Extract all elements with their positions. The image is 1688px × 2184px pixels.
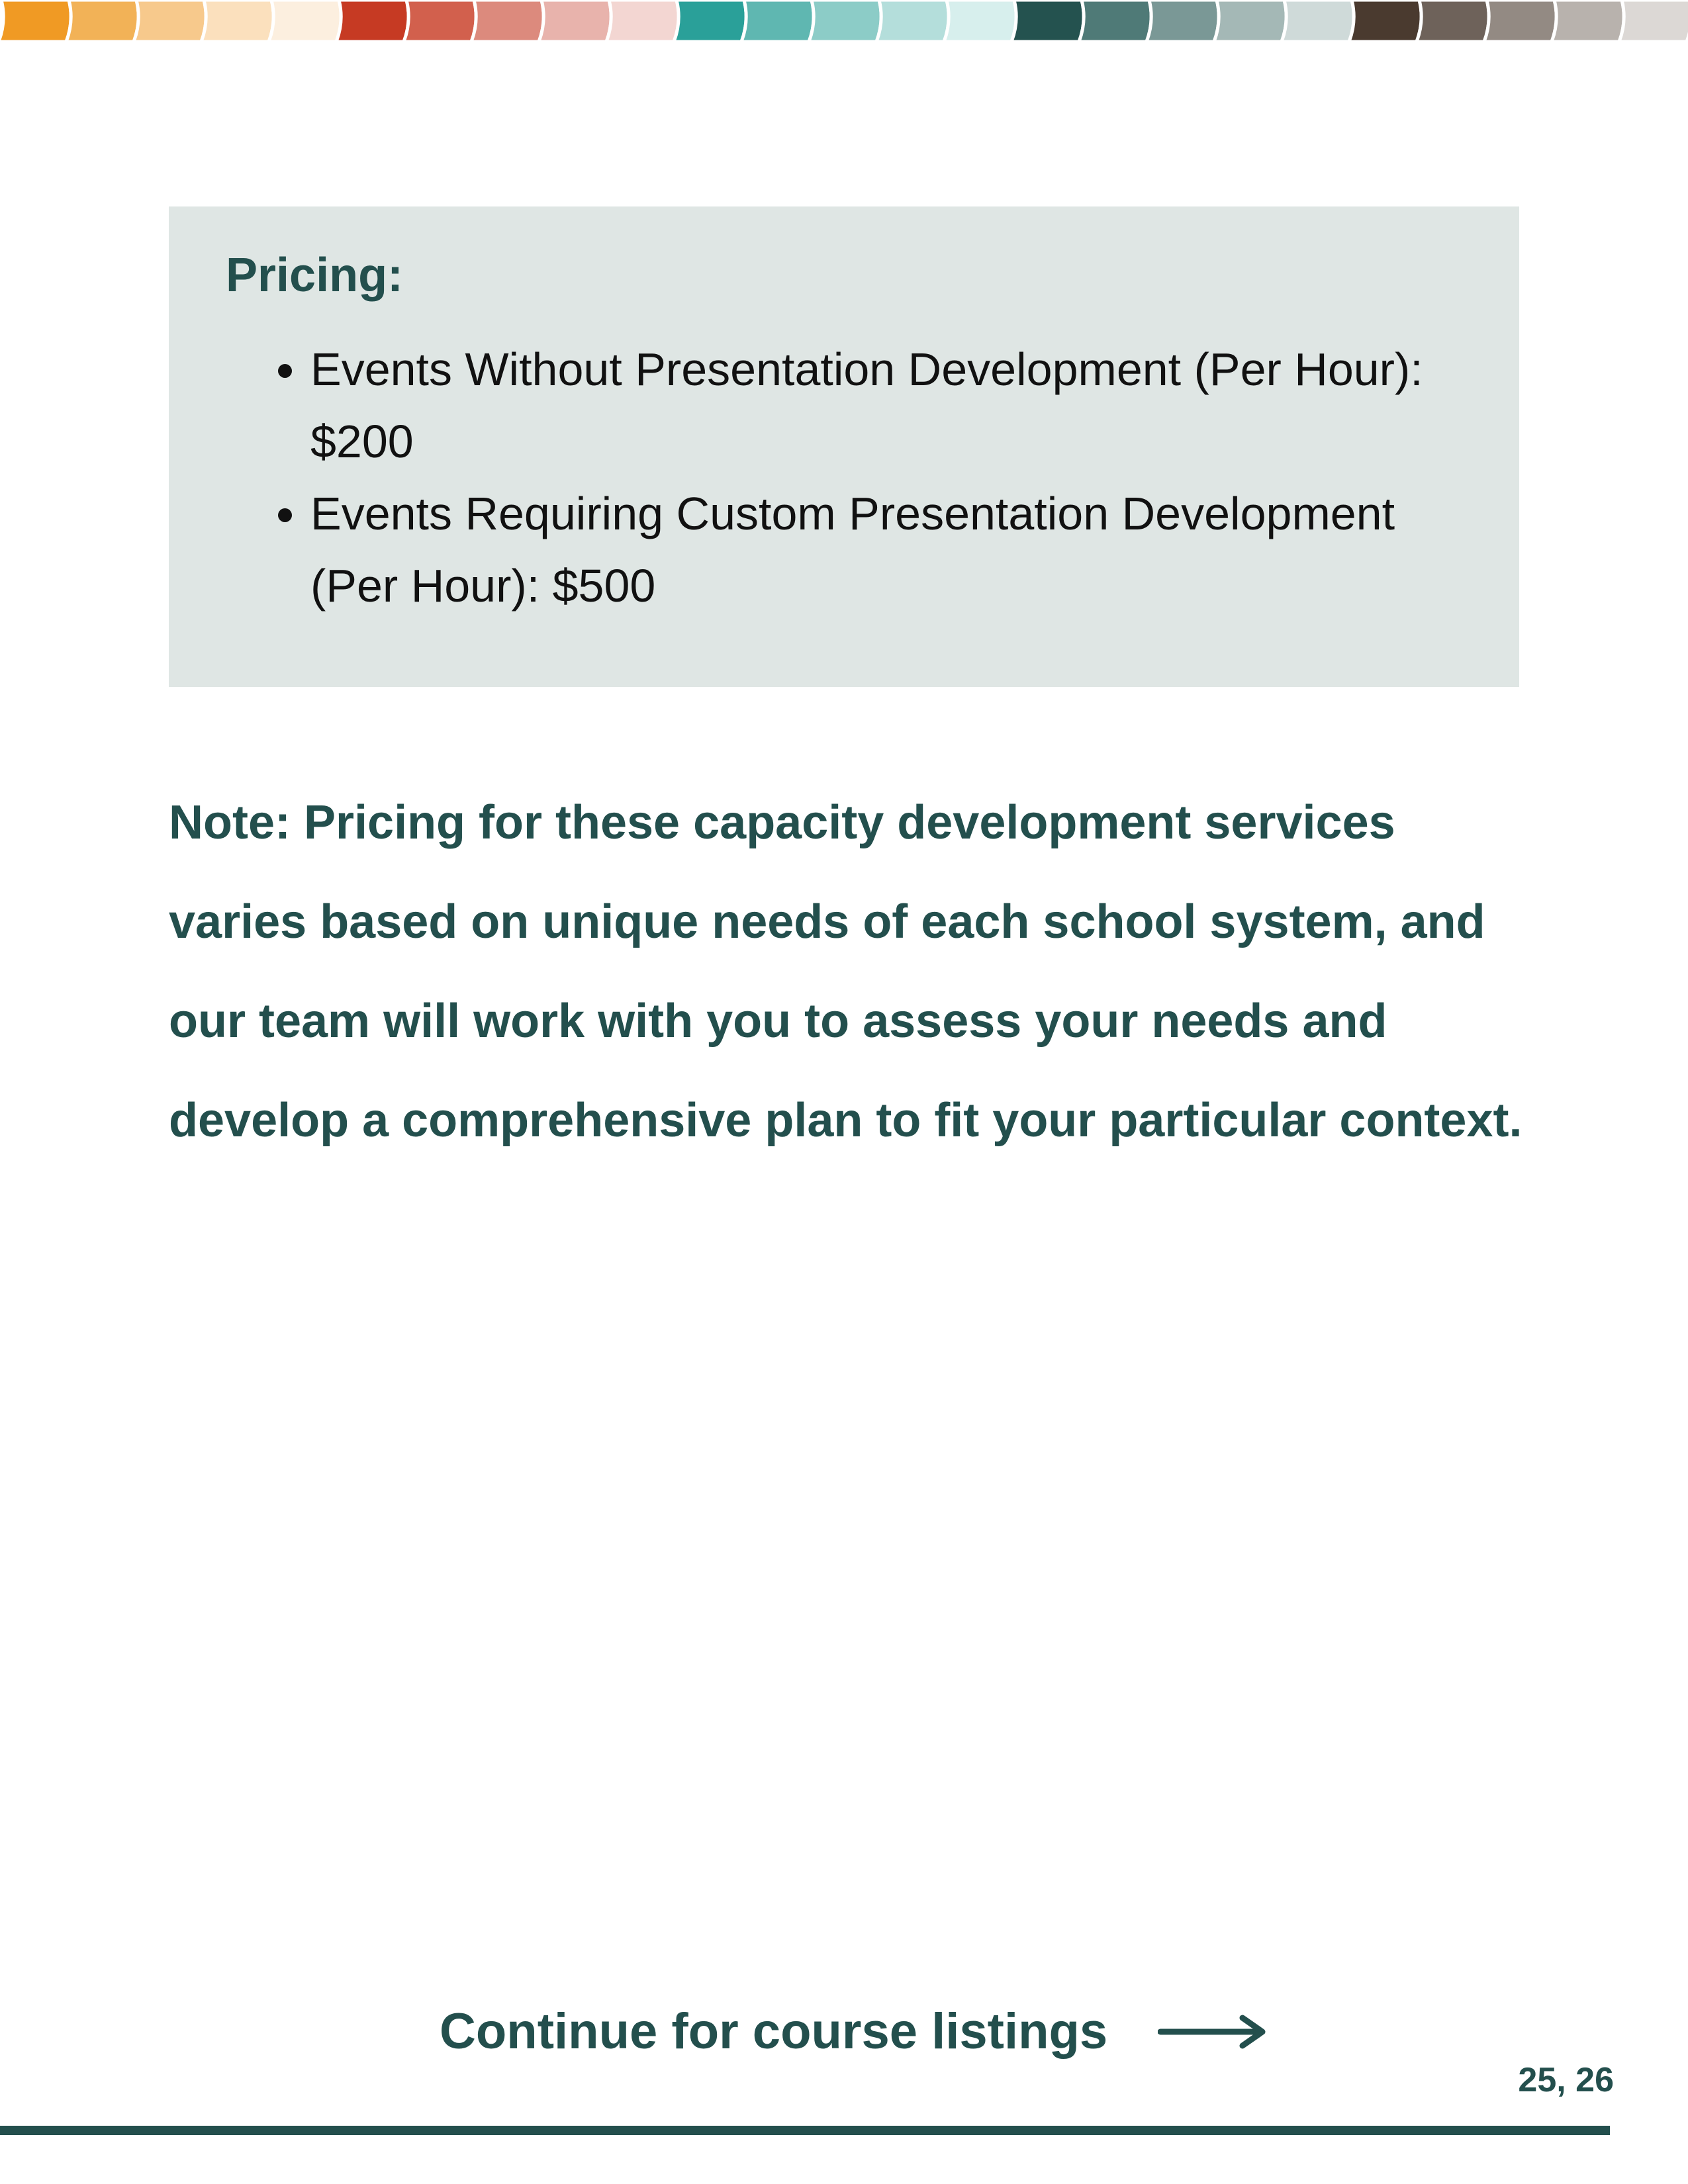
pricing-item: • Events Requiring Custom Presentation Development (Per Hour): $500	[310, 478, 1462, 622]
banner-block	[1147, 0, 1219, 42]
arrow-right-icon[interactable]	[1158, 2010, 1270, 2054]
bottom-rule	[0, 2126, 1610, 2135]
banner-block	[1349, 0, 1421, 42]
banner-block	[134, 0, 206, 42]
banner-block	[66, 0, 138, 42]
continue-label[interactable]: Continue for course listings	[440, 2003, 1108, 2060]
banner-block	[606, 0, 679, 42]
pricing-note: Note: Pricing for these capacity development services varies based on unique needs of each school system, and our team will work with you to assess your needs and develop a comprehensive plan to fit your particular context.	[169, 796, 1523, 1147]
banner-block	[1417, 0, 1489, 42]
pricing-list	[226, 334, 1462, 622]
banner-block	[741, 0, 814, 42]
banner-block	[201, 0, 273, 42]
banner-block	[1214, 0, 1286, 42]
banner-block	[539, 0, 611, 42]
banner-block	[336, 0, 408, 42]
banner-block	[1011, 0, 1084, 42]
banner-block	[1079, 0, 1151, 42]
banner-block	[674, 0, 746, 42]
page-number: 25, 26	[1518, 2061, 1614, 2099]
continue-link[interactable]	[440, 1995, 1499, 2068]
pricing-item: • Events Without Presentation Development (Per Hour): $200	[310, 334, 1462, 478]
banner-block	[471, 0, 543, 42]
banner-block	[1619, 0, 1688, 42]
pricing-box	[169, 206, 1519, 687]
banner-block	[1282, 0, 1354, 42]
pricing-title: Pricing:	[226, 249, 404, 302]
banner-block	[404, 0, 476, 42]
decorative-color-banner	[0, 0, 1688, 42]
banner-block	[944, 0, 1016, 42]
banner-block	[0, 0, 71, 42]
banner-block	[269, 0, 341, 42]
banner-block	[1484, 0, 1556, 42]
banner-block	[876, 0, 949, 42]
banner-block	[1552, 0, 1624, 42]
banner-block	[809, 0, 881, 42]
